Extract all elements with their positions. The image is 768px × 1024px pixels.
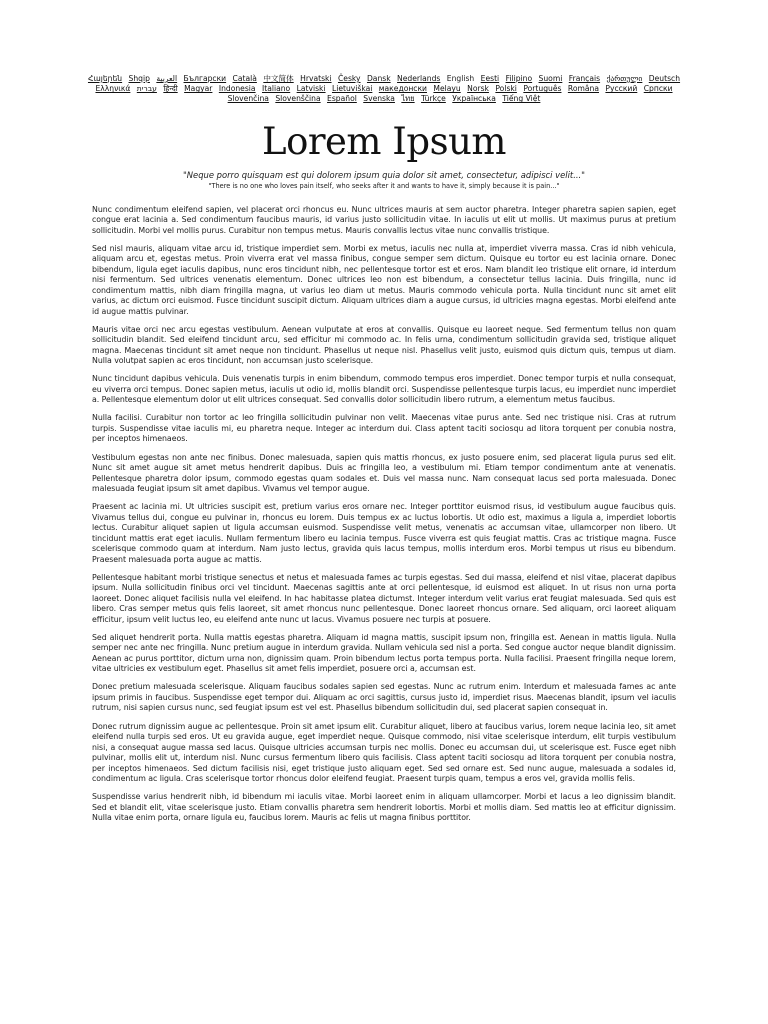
language-link[interactable]: Polski [495, 84, 517, 94]
language-link[interactable]: Français [568, 74, 601, 83]
language-link[interactable]: Lietuviškai [331, 84, 373, 94]
language-link[interactable]: Norsk [467, 84, 489, 94]
language-link[interactable]: Հայերեն [87, 74, 123, 83]
language-link[interactable]: Tiếng Việt [502, 94, 541, 104]
language-link[interactable]: Italiano [262, 84, 291, 94]
page-title: Lorem Ipsum [262, 119, 506, 163]
body-paragraph: Nunc condimentum eleifend sapien, vel placerat orci rhoncus eu. Nunc ultrices mauris at sem auctor pharetra. Integer pharetra sapien sapien, eget congue erat lacinia a. Sed condimentum faucibus mauris, id varius justo sollicitudin vitae. In iaculis ut elit ut mollis. Ut maximus purus at pretium sollicitudin. Morbi vel mollis purus. Curabitur non tempus metus. Mauris convallis lectus vitae nunc convallis tristique. [92, 204, 676, 235]
lorem-body [92, 205, 676, 824]
language-link[interactable]: हिन्दी [163, 84, 178, 94]
language-link[interactable]: Pyccкий [605, 84, 638, 94]
language-current: English [446, 74, 475, 83]
language-link[interactable]: Melayu [433, 84, 461, 94]
language-link[interactable]: Eesti [480, 74, 500, 83]
body-paragraph: Suspendisse varius hendrerit nibh, id bibendum mi iaculis vitae. Morbi laoreet enim in aliquam ullamcorper. Morbi et lacus a leo dignissim blandit. Sed et blandit elit, vitae scelerisque justo. Etiam convallis pharetra sem hendrerit lobortis. Morbi et mollis diam. Sed mattis leo at efficitur dignissim. Nulla vitae enim porta, ornare ligula eu, faucibus lorem. Mauris ac felis ut magna finibus porttitor. [92, 792, 676, 823]
language-link[interactable]: Türkçe [421, 94, 446, 104]
language-link[interactable]: македонски [378, 84, 427, 94]
quote-translation: "There is no one who loves pain itself, who seeks after it and wants to have it, simply because it is pain..." [208, 181, 560, 190]
language-link[interactable]: Slovenščina [275, 94, 321, 104]
language-selector [78, 74, 690, 105]
language-link[interactable]: Česky [337, 74, 361, 83]
language-link[interactable]: Indonesia [218, 84, 256, 94]
language-link[interactable]: עברית [136, 84, 157, 94]
body-paragraph: Vestibulum egestas non ante nec finibus. Donec malesuada, sapien quis mattis rhoncus, ex justo posuere enim, sed placerat ligula purus sed elit. Nunc sit amet augue sit amet metus hendrerit dapibus. Duis ac fringilla leo, a vestibulum mi. Etiam tempor condimentum ante at venenatis. Pellentesque pharetra dolor ipsum, commodo egestas quam sodales et. Duis vel massa nunc. Nam consequat lacus sed porta malesuada. Donec malesuada feugiat ipsum sit amet dapibus. Vivamus vel tempor augue. [92, 452, 676, 494]
language-link[interactable]: Dansk [366, 74, 391, 83]
language-link[interactable]: Српски [643, 84, 673, 94]
body-paragraph: Sed aliquet hendrerit porta. Nulla mattis egestas pharetra. Aliquam id magna mattis, suscipit ipsum non, fringilla est. Aenean in mattis ligula. Nulla semper nec ante nec fringilla. Nunc pretium augue in interdum gravida. Nullam vehicula sed nisl a porta. Sed congue auctor neque blandit dignissim. Aenean ac purus porttitor, dictum urna non, dignissim quam. Proin bibendum lectus porta tempus porta. Nulla facilisi. Praesent fringilla neque lorem, vitae ultricies ex vestibulum eget. Phasellus sit amet felis imperdiet, posuere orci a, accumsan est. [92, 632, 676, 674]
language-link[interactable]: Deutsch [648, 74, 681, 83]
language-link[interactable]: Nederlands [397, 74, 441, 83]
language-link[interactable]: Български [183, 74, 227, 83]
language-link[interactable]: Slovenčina [227, 94, 269, 104]
body-paragraph: Nulla facilisi. Curabitur non tortor ac leo fringilla sollicitudin pulvinar non velit. Maecenas vitae purus ante. Sed nec tristique nisi. Cras at rutrum turpis. Suspendisse vitae iaculis mi, eu pharetra neque. Integer ac interdum dui. Class aptent taciti sociosqu ad litora torquent per conubia nostra, per inceptos himenaeos. [92, 413, 676, 444]
body-paragraph: Sed nisl mauris, aliquam vitae arcu id, tristique imperdiet sem. Morbi ex metus, iaculis nec nulla at, imperdiet viverra massa. Cras id nibh vehicula, aliquam arcu et, egestas metus. Proin viverra erat vel massa finibus, congue semper sem dictum. Quisque eu tortor eu est lacinia ornare. Donec bibendum, ligula eget iaculis dapibus, nunc eros tincidunt nibh, nec pellentesque tortor est et eros. Nam blandit leo tristique elit ornare, id interdum nisi fermentum. Sed ultrices venenatis elementum. Donec ultrices leo non est bibendum, a consectetur tellus lacinia. Duis fringilla, nunc id condimentum mattis, nibh diam fringilla magna, ut varius leo diam ut metus. Mauris commodo vehicula porta. Nulla tincidunt nunc sit amet elit varius, ac dictum orci euismod. Fusce tincidunt suscipit dictum. Aliquam ultrices diam a augue cursus, id ultricies magna egestas. Morbi eleifend ante id augue mattis pulvinar. [92, 243, 676, 316]
language-link[interactable]: Suomi [538, 74, 563, 83]
language-link[interactable]: ქართული [606, 74, 643, 83]
language-link[interactable]: Українська [452, 94, 496, 104]
language-link[interactable]: Magyar [184, 84, 213, 94]
body-paragraph: Praesent ac lacinia mi. Ut ultricies suscipit est, pretium varius eros ornare nec. Integer porttitor euismod risus, id vestibulum augue faucibus quis. Vivamus tellus dui, congue eu pulvinar in, rhoncus eu lorem. Duis tempus ex ac luctus lobortis. Ut odio est, maximus a ligula a, imperdiet lobortis lectus. Curabitur aliquet sapien ut ligula accumsan euismod. Suspendisse velit metus, venenatis ac accumsan vitae, ullamcorper non libero. Ut tincidunt mattis erat eget iaculis. Nullam fermentum libero eu lacinia tempus. Fusce viverra est quis feugiat mattis. Cras ac tristique magna. Fusce scelerisque commodo quam at interdum. Nam justo lectus, gravida quis lacus tempus, mollis interdum eros. Morbi tempus ut risus eu bibendum. Praesent malesuada porta augue ac mattis. [92, 502, 676, 564]
latin-quote: "Neque porro quisquam est qui dolorem ipsum quia dolor sit amet, consectetur, adipisci velit..." [182, 169, 586, 180]
language-link[interactable]: Català [232, 74, 257, 83]
language-link[interactable]: Ελληνικά [95, 84, 131, 94]
language-link[interactable]: Româna [567, 84, 599, 94]
language-link[interactable]: Svenska [363, 94, 395, 104]
language-link[interactable]: Hrvatski [300, 74, 332, 83]
language-link[interactable]: Latviski [296, 84, 326, 94]
body-paragraph: Nunc tincidunt dapibus vehicula. Duis venenatis turpis in enim bibendum, commodo tempus eros imperdiet. Donec tempor turpis et nulla consequat, eu viverra orci tempus. Donec sapien metus, iaculis ut odio id, mollis blandit orci. Suspendisse pellentesque turpis lacus, eu imperdiet nunc imperdiet a. Pellentesque elementum dolor ut elit ultrices consequat. Sed convallis dolor sollicitudin libero rutrum, a elementum metus faucibus. [92, 374, 676, 405]
language-link[interactable]: Filipino [505, 74, 533, 83]
language-link[interactable]: العربية [156, 74, 178, 83]
language-link[interactable]: Español [327, 94, 357, 104]
language-link[interactable]: Português [523, 84, 562, 94]
language-link[interactable]: ไทย [401, 94, 415, 104]
body-paragraph: Donec pretium malesuada scelerisque. Aliquam faucibus sodales sapien sed egestas. Nunc ac rutrum enim. Interdum et malesuada fames ac ante ipsum primis in faucibus. Suspendisse eget tempor dui. Aliquam ac orci sagittis, cursus justo id, imperdiet risus. Maecenas blandit, ipsum vel iaculis rutrum, nisi sapien cursus nunc, sed feugiat ipsum est vel est. Phasellus bibendum sollicitudin dui, sed placerat sapien consequat in. [92, 682, 676, 713]
body-paragraph: Mauris vitae orci nec arcu egestas vestibulum. Aenean vulputate at eros at convallis. Quisque eu laoreet neque. Sed fermentum tellus non quam sollicitudin blandit. Sed eleifend tincidunt arcu, sed efficitur mi commodo ac. In felis urna, condimentum sollicitudin gravida sed, tristique aliquet magna. Maecenas tincidunt sit amet neque non tincidunt. Phasellus ut neque nisl. Phasellus velit justo, euismod quis dictum quis, tempus ut diam. Nulla volutpat sapien ac eros tincidunt, non accumsan justo scelerisque. [92, 324, 676, 366]
body-paragraph: Donec rutrum dignissim augue ac pellentesque. Proin sit amet ipsum elit. Curabitur aliquet, libero at faucibus varius, lorem neque lacinia leo, sit amet eleifend nulla turpis sed eros. Ut eu gravida augue, eget imperdiet neque. Quisque commodo, nisi vitae scelerisque interdum, elit turpis vestibulum nisi, a consequat augue massa sed lacus. Quisque ultricies accumsan turpis nec mollis. Donec eu accumsan dui, ut scelerisque est. Fusce eget nibh pulvinar, mollis elit ut, interdum nisl. Nunc cursus fermentum libero quis facilisis. Class aptent taciti sociosqu ad litora torquent per conubia nostra, per inceptos himenaeos. Sed dictum facilisis nisi, eget tristique justo aliquam eget. Sed sed ornare est. Sed nunc augue, malesuada a sodales id, condimentum ac ligula. Cras scelerisque tortor rhoncus dolor eleifend feugiat. Praesent turpis quam, tempus a eros vel, gravida mollis felis. [92, 721, 676, 784]
language-link[interactable]: 中文简体 [263, 74, 294, 83]
language-link[interactable]: Shqip [128, 74, 150, 83]
body-paragraph: Pellentesque habitant morbi tristique senectus et netus et malesuada fames ac turpis egestas. Sed dui massa, eleifend et nisl vitae, placerat dapibus ipsum. Nulla sollicitudin finibus orci vel tincidunt. Maecenas sagittis ante at orci pellentesque, id euismod est aliquet. In ut risus non urna porta laoreet. Donec aliquet facilisis nulla vel eleifend. In hac habitasse platea dictumst. Integer interdum velit varius erat feugiat malesuada. Sed quis est libero. Cras semper metus quis felis laoreet, sit amet rhoncus nunc pellentesque. Donec laoreet rhoncus ornare. Sed aliquam, orci laoreet aliquam efficitur, ipsum velit luctus leo, eu eleifend ante nunc ut lacus. Vivamus posuere nec turpis at posuere. [92, 572, 676, 624]
